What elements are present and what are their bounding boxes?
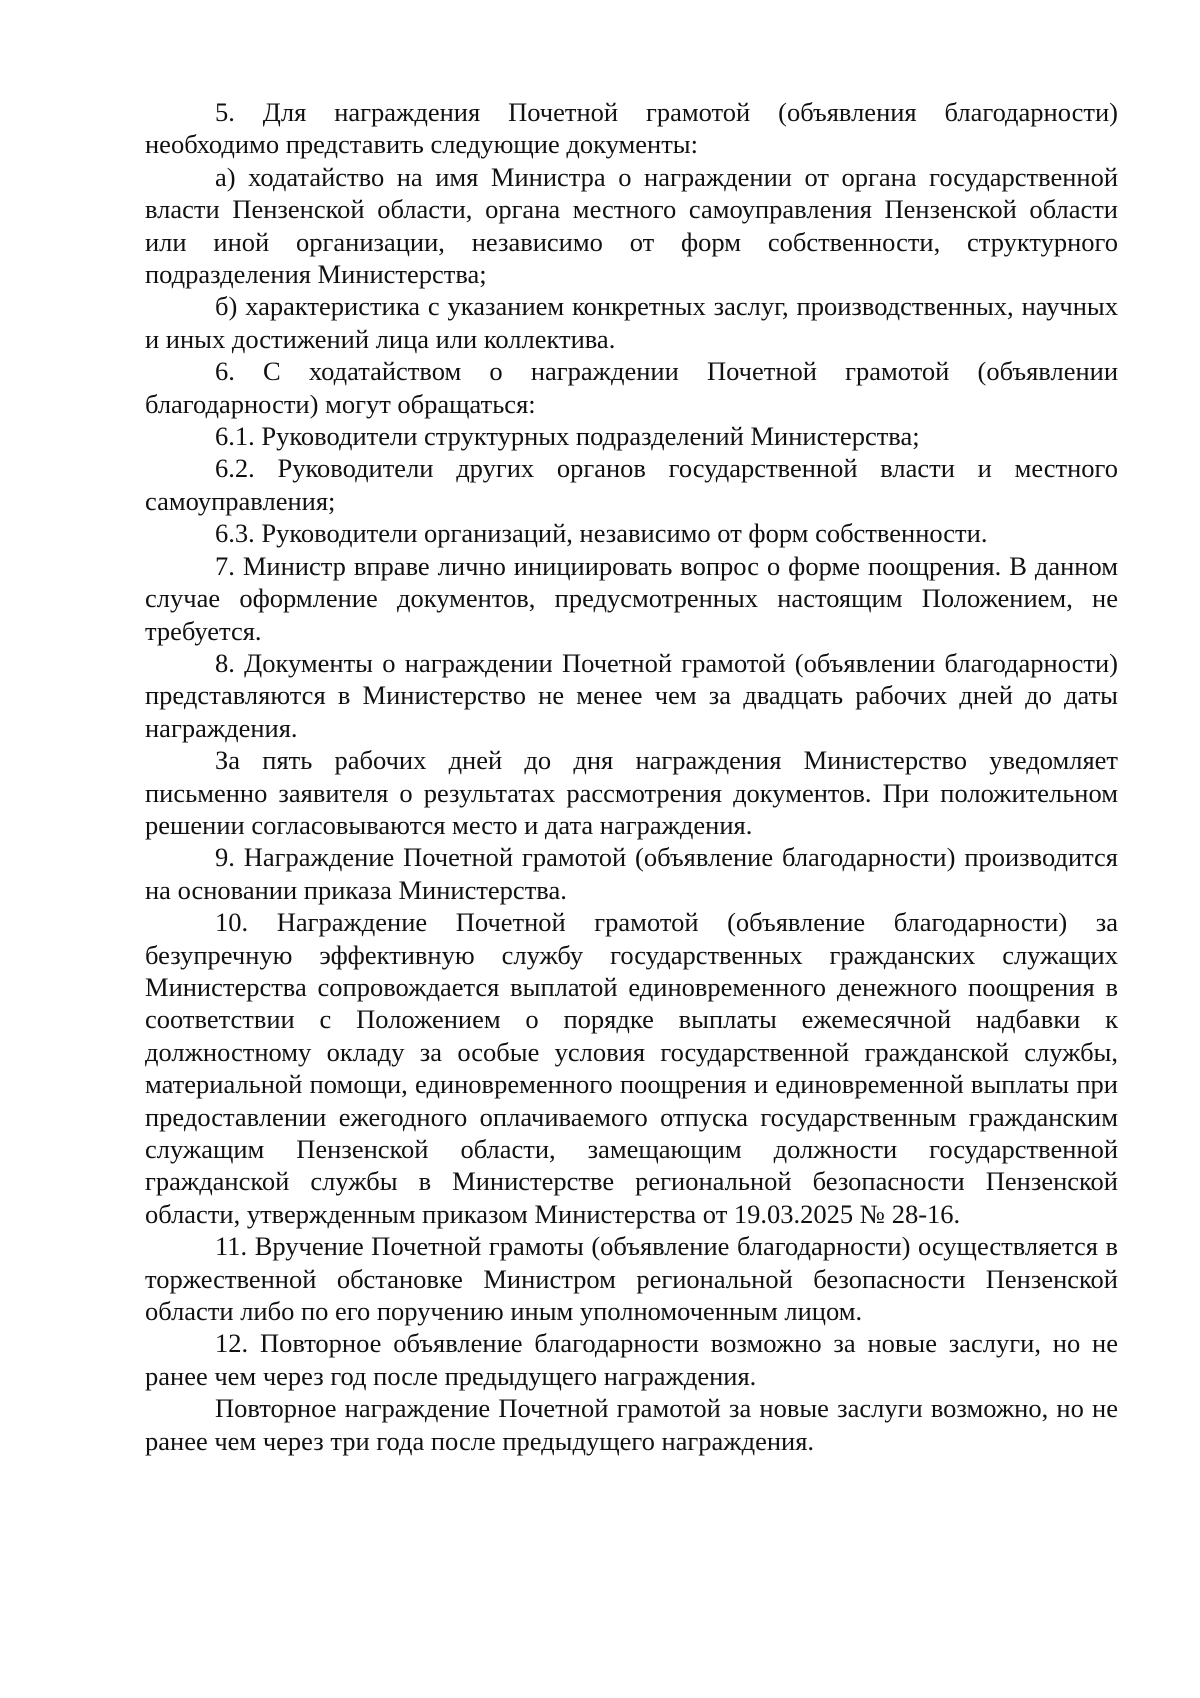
paragraph-11: 11. Вручение Почетной грамоты (объявление благодарности) осуществляется в торжественной обстановке Министром региональной безопасности Пензенской области либо по его поручению иным уполномоченным лицом. (145, 1231, 1118, 1327)
document-body (145, 96, 1118, 1457)
paragraph-8: 8. Документы о награждении Почетной грамотой (объявлении благодарности) представляются в Министерство не менее чем за двадцать рабочих дней до даты награждения. (145, 647, 1118, 743)
paragraph-8-notice: За пять рабочих дней до дня награждения Министерство уведомляет письменно заявителя о результатах рассмотрения документов. При положительном решении согласовываются место и дата награждения. (145, 745, 1118, 840)
paragraph-5a: а) ходатайство на имя Министра о награждении от органа государственной власти Пензенской области, органа местного самоуправления Пензенской области или иной организации, независимо от форм собственности, структурного подразделения Министерства; (145, 161, 1118, 290)
paragraph-6-1: 6.1. Руководители структурных подразделений Министерства; (215, 421, 920, 452)
paragraph-6-3: 6.3. Руководители организаций, независимо от форм собственности. (215, 518, 988, 549)
paragraph-10: 10. Награждение Почетной грамотой (объявление благодарности) за безупречную эффективную службу государственных гражданских служащих Министерства сопровождается выплатой единовременного денежного поощрения в соответствии с Положением о порядке выплаты ежемесячной надбавки к должностному окладу за особые условия государственной гражданской службы, материальной помощи, единовременного поощрения и единовременной выплаты при предоставлении ежегодного оплачиваемого отпуска государственным гражданским служащим Пензенской области, замещающим должности государственной гражданской службы в Министерстве региональной безопасности Пензенской области, утвержденным приказом Министерства от 19.03.2025 № 28-16. (145, 907, 1118, 1229)
paragraph-12: 12. Повторное объявление благодарности возможно за новые заслуги, но не ранее чем через год после предыдущего награждения. (145, 1328, 1118, 1391)
paragraph-6: 6. С ходатайством о награждении Почетной грамотой (объявлении благодарности) могут обращаться: (145, 356, 1118, 419)
paragraph-7: 7. Министр вправе лично инициировать вопрос о форме поощрения. В данном случае оформление документов, предусмотренных настоящим Положением, не требуется. (145, 550, 1118, 646)
paragraph-9: 9. Награждение Почетной грамотой (объявление благодарности) производится на основании приказа Министерства. (145, 842, 1118, 905)
paragraph-6-2: 6.2. Руководители других органов государственной власти и местного самоуправления; (145, 453, 1118, 516)
paragraph-5: 5. Для награждения Почетной грамотой (объявления благодарности) необходимо представить следующие документы: (145, 97, 1118, 160)
paragraph-12-repeat: Повторное награждение Почетной грамотой за новые заслуги возможно, но не ранее чем через три года после предыдущего награждения. (145, 1393, 1118, 1456)
paragraph-5b: б) характеристика с указанием конкретных заслуг, производственных, научных и иных достижений лица или коллектива. (145, 291, 1118, 354)
